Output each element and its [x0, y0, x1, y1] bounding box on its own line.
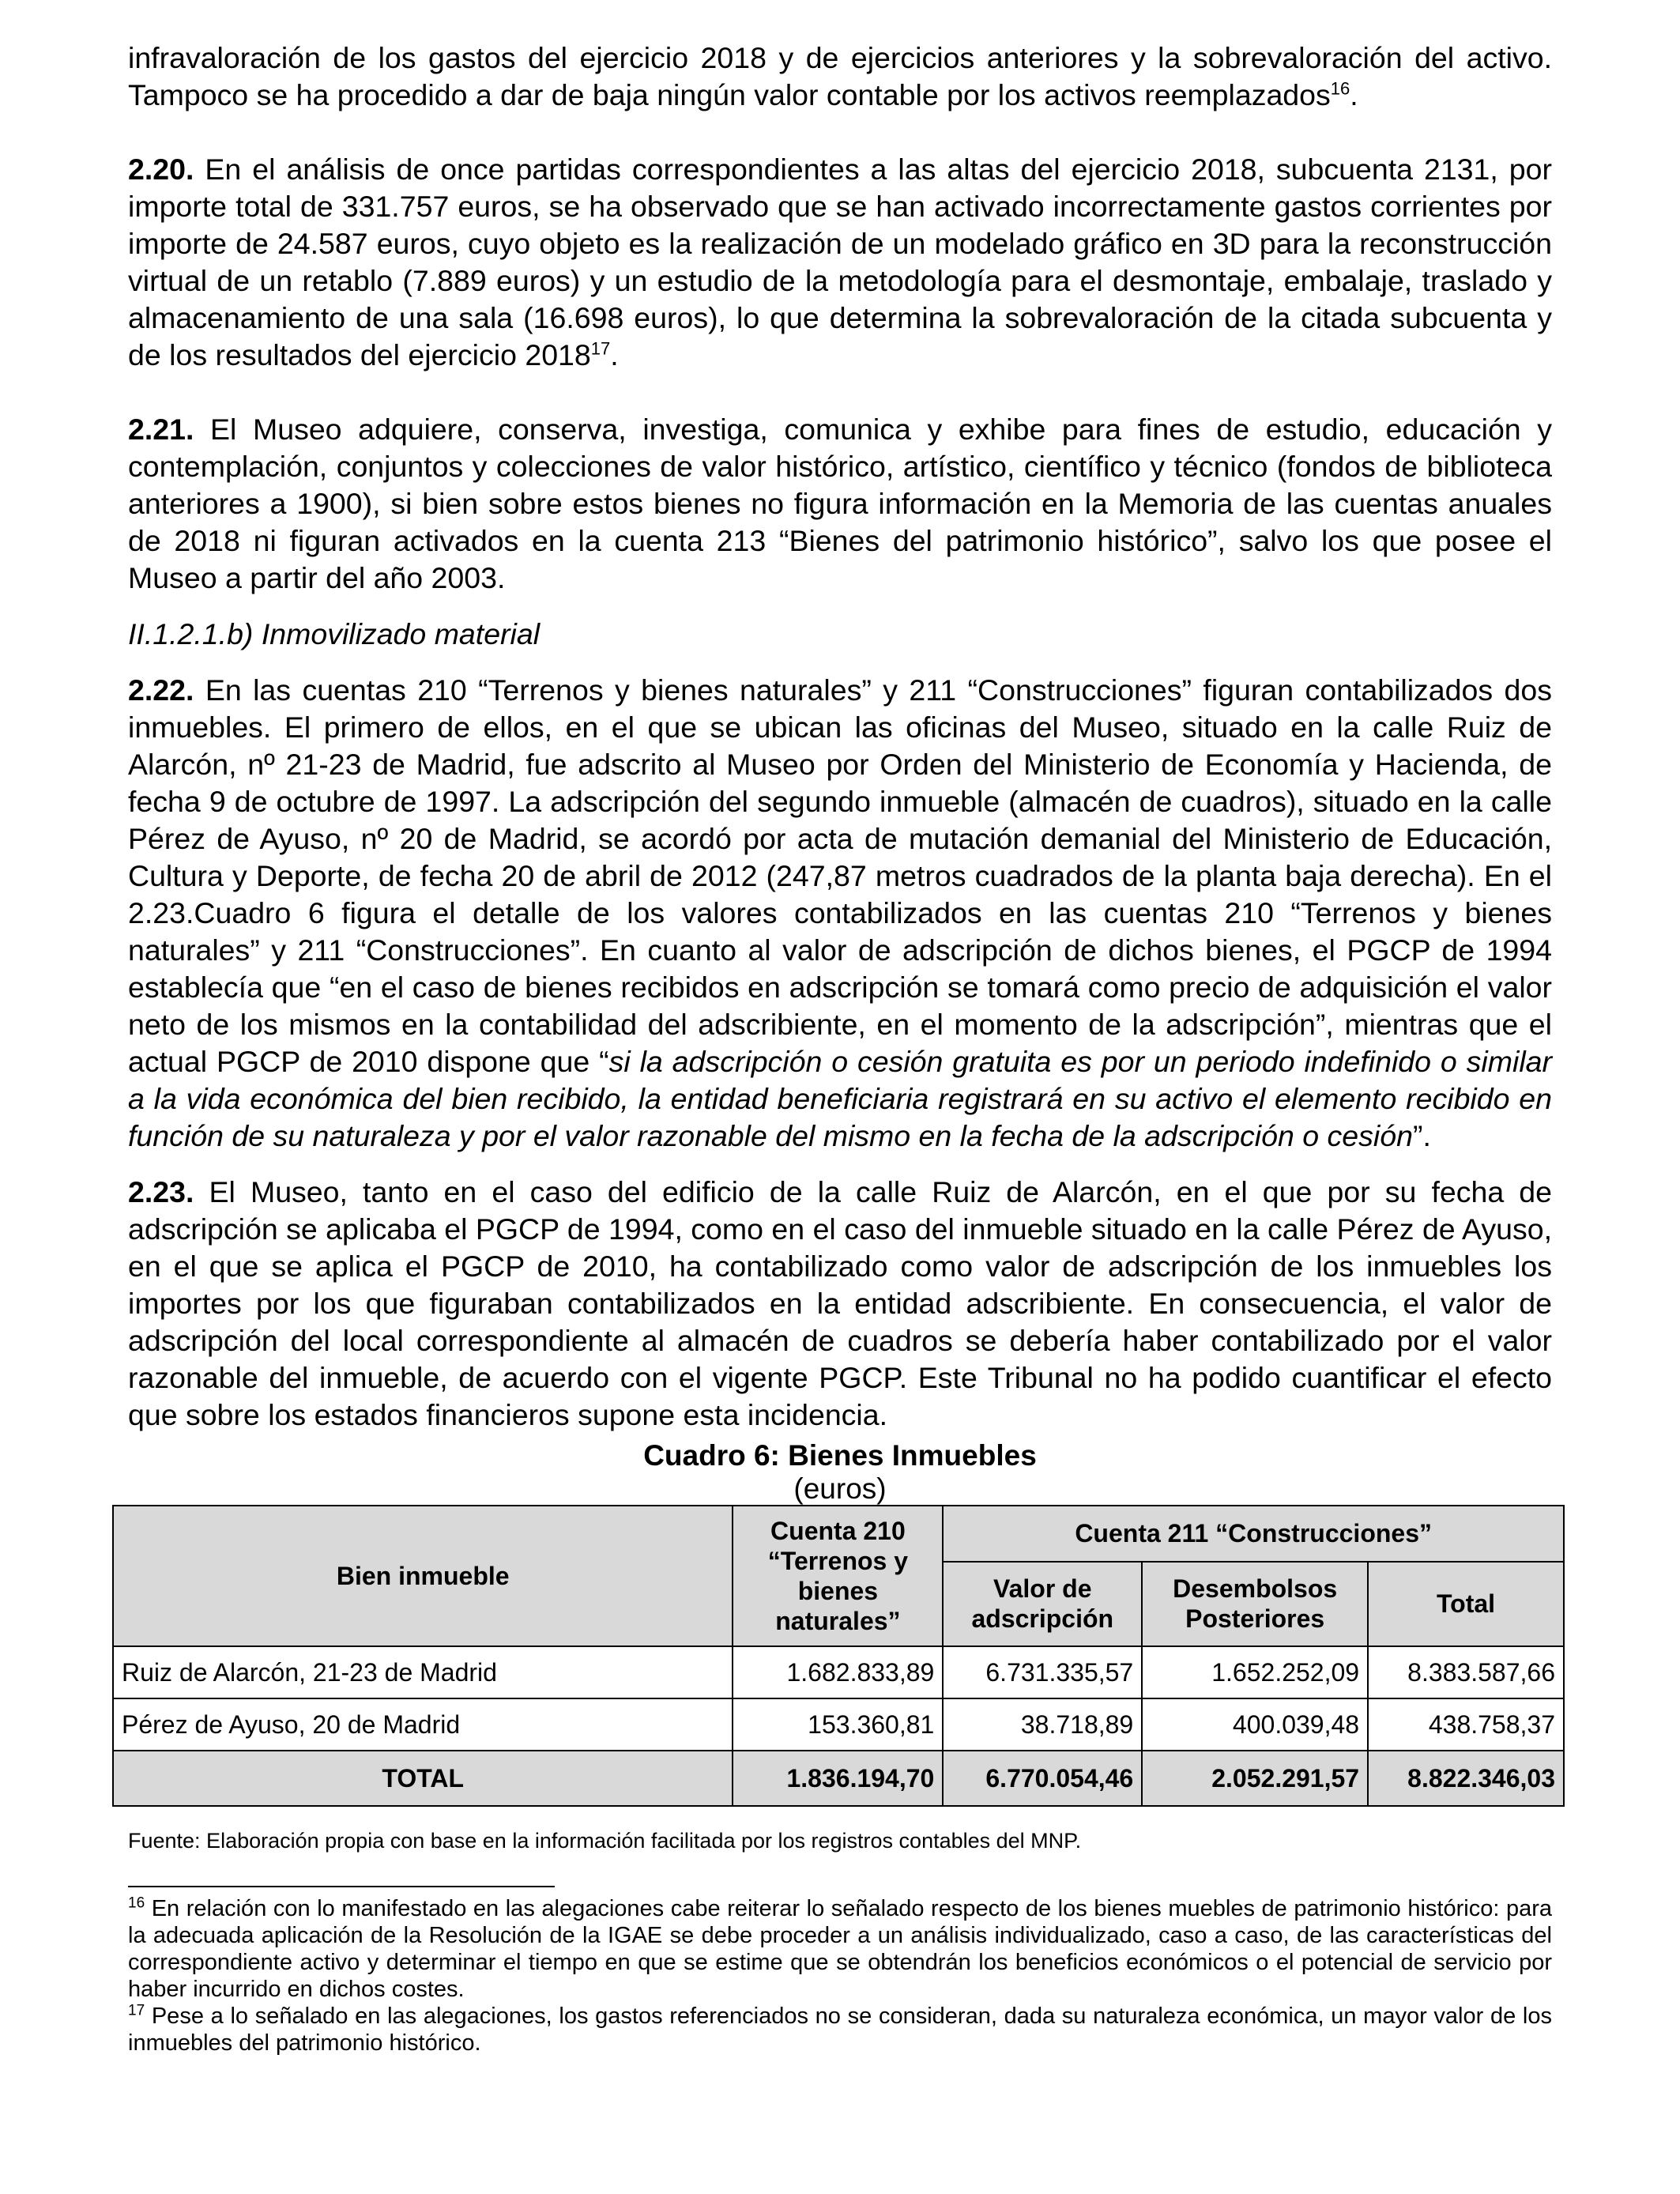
footnote-16 — [128, 1895, 1552, 2003]
cell-valor-adscripcion: 6.731.335,57 — [943, 1646, 1142, 1698]
footnote-number: 16 — [128, 1894, 145, 1912]
cell-total-total: 8.822.346,03 — [1368, 1751, 1564, 1806]
section-subheading: II.1.2.1.b) Inmovilizado material — [128, 617, 541, 650]
paragraph-text: En el análisis de once partidas correspondientes a las altas del ejercicio 2018, subcuenta 2131, por importe total de 331.757 euros, se ha observado que se han activado incorrectamente gastos corrientes por importe de 24.587 euros, cuyo objeto es la realización de un modelado gráfico en 3D para la reconstrucción virtual de un retablo (7.889 euros) y un estudio de la metodología para el desmontaje, embalaje, traslado y almacenamiento de una sala (16.698 euros), lo que determina la sobrevaloración de la citada subcuenta y de los resultados del ejercicio 2018 — [128, 153, 1553, 371]
paragraph-2-21 — [128, 411, 1552, 597]
cell-total-valor-adscripcion: 6.770.054,46 — [943, 1751, 1142, 1806]
footnote-text: En relación con lo manifestado en las alegaciones cabe reiterar lo señalado respecto de los bienes muebles de patrimonio histórico: para la adecuada aplicación de la Resolución de la IGAE se debe proceder a un análisis individualizado, caso a caso, de las características del correspondiente activo y determinar el tiempo en que se estime que se obtendrán los beneficios económicos o el potencial de servicio por haber incurrido en dichos costes. — [128, 1896, 1552, 2002]
paragraph-text: El Museo adquiere, conserva, investiga, comunica y exhibe para fines de estudio, educación y contemplación, conjuntos y colecciones de valor histórico, artístico, científico y técnico (fondos de biblioteca anteriores a 1900), si bien sobre estos bienes no figura información en la Memoria de las cuentas anuales de 2018 ni figuran activados en la cuenta 213 “Bienes del patrimonio histórico”, salvo los que posee el Museo a partir del año 2003. — [128, 413, 1553, 594]
header-total: Total — [1368, 1562, 1564, 1646]
header-bien-inmueble: Bien inmueble — [113, 1506, 733, 1646]
paragraph-text: infravaloración de los gastos del ejercicio 2018 y de ejercicios anteriores y la sobrevaloración del activo. Tampoco se ha procedido a dar de baja ningún valor contable por los activos reemplazados — [128, 41, 1552, 111]
paragraph-tail: . — [610, 338, 619, 371]
table-row — [113, 1698, 1564, 1751]
table-row — [113, 1646, 1564, 1698]
paragraph-number: 2.23. — [128, 1175, 194, 1208]
cell-desembolsos: 1.652.252,09 — [1142, 1646, 1368, 1698]
cell-cuenta-210: 153.360,81 — [733, 1698, 943, 1751]
paragraph-2-22 — [128, 672, 1552, 1155]
cell-bien: Pérez de Ayuso, 20 de Madrid — [113, 1698, 733, 1751]
paragraph-text: El Museo, tanto en el caso del edificio de la calle Ruiz de Alarcón, en el que por su fecha de adscripción se aplicaba el PGCP de 1994, como en el caso del inmueble situado en la calle Pérez de Ayuso, en el que se aplica el PGCP de 2010, ha contabilizado como valor de adscripción de los inmuebles los importes por los que figuraban contabilizados en la entidad adscribiente. En consecuencia, el valor de adscripción del local correspondiente al almacén de cuadros se debería haber contabilizado por el valor razonable del inmueble, de acuerdo con el vigente PGCP. Este Tribunal no ha podido cuantificar el efecto que sobre los estados financieros supone esta incidencia. — [128, 1175, 1553, 1431]
cell-desembolsos: 400.039,48 — [1142, 1698, 1368, 1751]
paragraph-tail: . — [1350, 78, 1358, 111]
header-cuenta-210: Cuenta 210 “Terrenos y bienes naturales” — [733, 1506, 943, 1646]
paragraph-2-23 — [128, 1174, 1552, 1434]
cell-total-label: TOTAL — [113, 1751, 733, 1806]
cell-cuenta-210: 1.682.833,89 — [733, 1646, 943, 1698]
footnote-number: 17 — [128, 2002, 145, 2019]
footnote-text: Pese a lo señalado en las alegaciones, los gastos referenciados no se consideran, dada su naturaleza económica, un mayor valor de los inmuebles del patrimonio histórico. — [128, 2004, 1552, 2056]
cell-total-cuenta-210: 1.836.194,70 — [733, 1751, 943, 1806]
table-total-row — [113, 1751, 1564, 1806]
header-desembolsos: Desembolsos Posteriores — [1142, 1562, 1368, 1646]
cell-valor-adscripcion: 38.718,89 — [943, 1698, 1142, 1751]
footnote-separator — [128, 1886, 555, 1887]
paragraph-number: 2.22. — [128, 673, 194, 707]
paragraph-2-20 — [128, 151, 1552, 374]
footnote-ref-16[interactable]: 16 — [1330, 78, 1350, 99]
cell-total: 8.383.587,66 — [1368, 1646, 1564, 1698]
table-subtitle: (euros) — [793, 1472, 887, 1505]
table-source-note: Fuente: Elaboración propia con base en la información facilitada por los registros contables del MNP. — [128, 1829, 1082, 1853]
header-valor-adscripcion: Valor de adscripción — [943, 1562, 1142, 1646]
header-cuenta-211: Cuenta 211 “Construcciones” — [943, 1506, 1564, 1562]
table-title: Cuadro 6: Bienes Inmuebles — [643, 1439, 1037, 1472]
paragraph-intro — [128, 40, 1552, 114]
footnote-ref-17[interactable]: 17 — [590, 338, 611, 359]
cell-total-desembolsos: 2.052.291,57 — [1142, 1751, 1368, 1806]
quoted-regulation: si la adscripción o cesión gratuita es por un periodo indefinido o similar a la vida económica del bien recibido, la entidad beneficiaria registrará en su activo el elemento recibido en función de su naturaleza y por el valor razonable del mismo en la fecha de la adscripción o cesión — [128, 1045, 1552, 1152]
cell-bien: Ruiz de Alarcón, 21-23 de Madrid — [113, 1646, 733, 1698]
paragraph-number: 2.21. — [128, 413, 194, 446]
assets-table — [112, 1505, 1565, 1807]
paragraph-number: 2.20. — [128, 153, 194, 186]
cell-total: 438.758,37 — [1368, 1698, 1564, 1751]
paragraph-text: En las cuentas 210 “Terrenos y bienes naturales” y 211 “Construcciones” figuran contabilizados dos inmuebles. El primero de ellos, en el que se ubican las oficinas del Museo, situado en la calle Ruiz de Alarcón, nº 21-23 de Madrid, fue adscrito al Museo por Orden del Ministerio de Economía y Hacienda, de fecha 9 de octubre de 1997. La adscripción del segundo inmueble (almacén de cuadros), situado en la calle Pérez de Ayuso, nº 20 de Madrid, se acordó por acta de mutación demanial del Ministerio de Educación, Cultura y Deporte, de fecha 20 de abril de 2012 (247,87 metros cuadrados de la planta baja derecha). En el 2.23.Cuadro 6 figura el detalle de los valores contabilizados en las cuentas 210 “Terrenos y bienes naturales” y 211 “Construcciones”. En cuanto al valor de adscripción de dichos bienes, el PGCP de 1994 establecía que “en el caso de bienes recibidos en adscripción se tomará como precio de adquisición el valor neto de los mismos en la contabilidad del adscribiente, en el momento de la adscripción”, mientras que el actual PGCP de 2010 dispone que “ — [128, 673, 1553, 1078]
paragraph-tail: ”. — [1412, 1119, 1431, 1152]
footnote-17 — [128, 2003, 1552, 2056]
